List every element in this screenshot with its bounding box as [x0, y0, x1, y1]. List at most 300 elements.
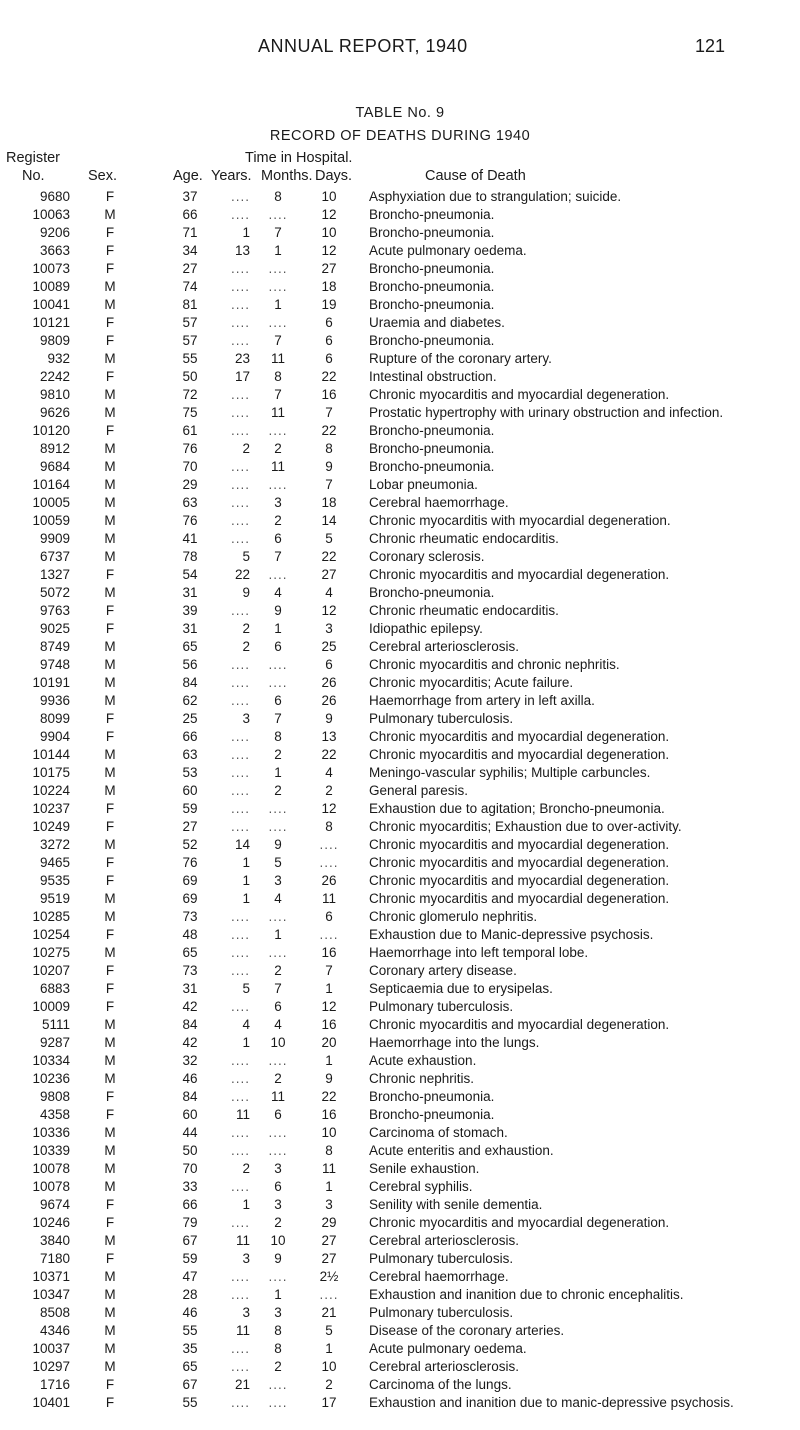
cell-days: 11 [321, 1161, 336, 1176]
cell-months: .... [268, 423, 288, 438]
cell-age: 34 [182, 243, 198, 258]
cell-years: .... [230, 531, 250, 546]
cell-sex: M [104, 513, 116, 528]
cell-age: 84 [182, 1089, 198, 1104]
cell-age: 60 [182, 1107, 198, 1122]
cell-days: 27 [321, 261, 337, 276]
cell-months: 10 [270, 1233, 286, 1248]
cell-sex: M [104, 441, 116, 456]
cell-years: .... [230, 729, 250, 744]
cell-register-no: 10059 [32, 513, 70, 528]
cell-cause: Haemorrhage into the lungs. [369, 1035, 540, 1050]
cell-register-no: 10339 [32, 1143, 70, 1158]
cell-days: 3 [325, 1197, 333, 1212]
cell-days: .... [319, 1287, 339, 1302]
cell-cause: Carcinoma of stomach. [369, 1125, 508, 1140]
cell-age: 65 [182, 639, 198, 654]
table-row [0, 225, 800, 243]
cell-age: 74 [182, 279, 198, 294]
table-row [0, 765, 800, 783]
cell-cause: Pulmonary tuberculosis. [369, 1251, 514, 1266]
cell-months: 3 [274, 1197, 282, 1212]
cell-register-no: 10144 [32, 747, 70, 762]
cell-years: 9 [242, 585, 250, 600]
cell-days: 13 [321, 729, 337, 744]
cell-age: 56 [182, 657, 198, 672]
table-row [0, 837, 800, 855]
cell-cause: Acute pulmonary oedema. [369, 1341, 527, 1356]
cell-age: 65 [182, 1359, 198, 1374]
cell-months: 2 [274, 441, 282, 456]
cell-months: 4 [274, 1017, 282, 1032]
cell-days: 2½ [319, 1269, 339, 1284]
cell-months: 1 [274, 765, 282, 780]
cell-register-no: 9465 [39, 855, 70, 870]
cell-months: .... [268, 909, 288, 924]
cell-days: 16 [321, 1017, 337, 1032]
cell-register-no: 8099 [39, 711, 70, 726]
cell-months: 7 [274, 549, 282, 564]
cell-register-no: 8749 [39, 639, 70, 654]
cell-cause: Rupture of the coronary artery. [369, 351, 552, 366]
cell-cause: Chronic rheumatic endocarditis. [369, 531, 559, 546]
cell-months: .... [268, 1053, 288, 1068]
cell-months: 1 [274, 621, 282, 636]
cell-months: 6 [274, 1107, 282, 1122]
cell-days: 14 [321, 513, 337, 528]
cell-days: 25 [321, 639, 337, 654]
cell-sex: F [105, 1197, 115, 1212]
cell-age: 33 [182, 1179, 198, 1194]
table-row [0, 1215, 800, 1233]
cell-sex: M [104, 549, 116, 564]
cell-years: 2 [242, 1161, 250, 1176]
cell-register-no: 9287 [39, 1035, 70, 1050]
cell-cause: Acute enteritis and exhaustion. [369, 1143, 554, 1158]
cell-months: 11 [270, 351, 285, 366]
cell-age: 28 [182, 1287, 198, 1302]
cell-sex: M [104, 693, 116, 708]
cell-age: 29 [182, 477, 198, 492]
cell-sex: F [105, 315, 115, 330]
table-row [0, 693, 800, 711]
cell-age: 53 [182, 765, 198, 780]
cell-sex: M [104, 657, 116, 672]
cell-days: 6 [325, 909, 333, 924]
cell-cause: Chronic myocarditis; Exhaustion due to over-activity. [369, 819, 682, 834]
cell-age: 27 [182, 261, 198, 276]
cell-sex: M [104, 909, 116, 924]
table-row [0, 621, 800, 639]
table-title: TABLE No. 9 [355, 105, 445, 121]
cell-cause: Chronic myocarditis and myocardial degeneration. [369, 1215, 670, 1230]
cell-register-no: 10041 [32, 297, 70, 312]
cell-months: .... [268, 279, 288, 294]
cell-age: 57 [182, 315, 198, 330]
cell-cause: Cerebral arteriosclerosis. [369, 639, 520, 654]
cell-cause: Intestinal obstruction. [369, 369, 497, 384]
cell-age: 63 [182, 495, 198, 510]
cell-days: 6 [325, 315, 333, 330]
cell-years: .... [230, 765, 250, 780]
cell-register-no: 10037 [32, 1341, 70, 1356]
table-row [0, 747, 800, 765]
cell-years: .... [230, 675, 250, 690]
cell-register-no: 4358 [39, 1107, 70, 1122]
cell-register-no: 3272 [39, 837, 70, 852]
cell-age: 72 [182, 387, 198, 402]
cell-years: .... [230, 693, 250, 708]
cell-months: 7 [274, 387, 282, 402]
cell-days: 26 [321, 873, 337, 888]
cell-days: 7 [325, 963, 333, 978]
cell-years: .... [230, 909, 250, 924]
cell-years: 5 [242, 549, 250, 564]
cell-sex: M [104, 1233, 116, 1248]
cell-months: 11 [270, 1089, 285, 1104]
cell-days: .... [319, 837, 339, 852]
cell-months: 3 [274, 495, 282, 510]
table-row [0, 369, 800, 387]
cell-days: 26 [321, 693, 337, 708]
cell-months: 2 [274, 783, 282, 798]
cell-days: 18 [321, 495, 337, 510]
cell-days: .... [319, 927, 339, 942]
cell-register-no: 10005 [32, 495, 70, 510]
cell-years: 1 [242, 873, 250, 888]
cell-days: 8 [325, 1143, 333, 1158]
cell-cause: Broncho-pneumonia. [369, 441, 495, 456]
cell-days: 18 [321, 279, 337, 294]
cell-register-no: 3663 [39, 243, 70, 258]
cell-cause: Disease of the coronary arteries. [369, 1323, 565, 1338]
cell-years: .... [230, 423, 250, 438]
cell-age: 46 [182, 1305, 198, 1320]
cell-months: 2 [274, 513, 282, 528]
cell-years: .... [230, 1071, 250, 1086]
cell-months: 8 [274, 1323, 282, 1338]
cell-age: 63 [182, 747, 198, 762]
table-row [0, 1017, 800, 1035]
cell-register-no: 6737 [39, 549, 70, 564]
cell-months: .... [268, 945, 288, 960]
cell-cause: Pulmonary tuberculosis. [369, 711, 514, 726]
cell-years: .... [230, 999, 250, 1014]
table-row [0, 927, 800, 945]
cell-cause: Broncho-pneumonia. [369, 333, 495, 348]
cell-cause: Lobar pneumonia. [369, 477, 478, 492]
cell-sex: M [104, 531, 116, 546]
cell-days: 22 [321, 549, 337, 564]
cell-cause: Haemorrhage into left temporal lobe. [369, 945, 589, 960]
cell-age: 31 [182, 981, 198, 996]
cell-register-no: 10175 [32, 765, 70, 780]
table-row [0, 1359, 800, 1377]
cell-days: 19 [321, 297, 337, 312]
cell-age: 71 [182, 225, 198, 240]
cell-years: .... [230, 1089, 250, 1104]
cell-cause: Chronic myocarditis and myocardial degeneration. [369, 837, 670, 852]
table-row [0, 423, 800, 441]
cell-months: 8 [274, 369, 282, 384]
table-row [0, 639, 800, 657]
cell-months: .... [268, 1395, 288, 1410]
cell-register-no: 10237 [32, 801, 70, 816]
cell-days: 2 [325, 783, 333, 798]
cell-days: 7 [325, 405, 333, 420]
table-row [0, 1341, 800, 1359]
cell-register-no: 5111 [41, 1017, 70, 1032]
table-row [0, 657, 800, 675]
cell-cause: Cerebral arteriosclerosis. [369, 1359, 520, 1374]
cell-months: 10 [270, 1035, 286, 1050]
col-cause: Cause of Death [425, 168, 526, 184]
cell-age: 78 [182, 549, 198, 564]
cell-register-no: 9748 [39, 657, 70, 672]
cell-cause: Exhaustion and inanition due to manic-depressive psychosis. [369, 1395, 734, 1410]
cell-years: 14 [234, 837, 250, 852]
cell-register-no: 3840 [39, 1233, 70, 1248]
cell-days: 22 [321, 1089, 337, 1104]
cell-cause: Chronic myocarditis and chronic nephritis. [369, 657, 620, 672]
cell-cause: Chronic myocarditis and myocardial degeneration. [369, 387, 670, 402]
cell-age: 66 [182, 1197, 198, 1212]
cell-days: 4 [325, 585, 333, 600]
cell-cause: Broncho-pneumonia. [369, 207, 495, 222]
cell-age: 31 [182, 585, 198, 600]
table-row [0, 1179, 800, 1197]
table-row [0, 855, 800, 873]
table-row [0, 675, 800, 693]
cell-sex: M [104, 1017, 116, 1032]
cell-years: 11 [235, 1233, 250, 1248]
cell-cause: Chronic myocarditis and myocardial degeneration. [369, 567, 670, 582]
cell-cause: Chronic myocarditis and myocardial degeneration. [369, 729, 670, 744]
cell-register-no: 10336 [32, 1125, 70, 1140]
cell-days: 8 [325, 441, 333, 456]
cell-months: .... [268, 477, 288, 492]
cell-cause: Exhaustion due to Manic-depressive psychosis. [369, 927, 654, 942]
cell-cause: Haemorrhage from artery in left axilla. [369, 693, 595, 708]
cell-months: 5 [274, 855, 282, 870]
cell-years: 2 [242, 639, 250, 654]
cell-years: .... [230, 1341, 250, 1356]
cell-age: 57 [182, 333, 198, 348]
cell-sex: F [105, 225, 115, 240]
cell-months: 2 [274, 1071, 282, 1086]
cell-sex: F [105, 1107, 115, 1122]
cell-sex: F [105, 855, 115, 870]
cell-cause: Exhaustion and inanition due to chronic encephalitis. [369, 1287, 684, 1302]
cell-age: 67 [182, 1233, 198, 1248]
cell-age: 66 [182, 729, 198, 744]
cell-register-no: 7180 [39, 1251, 70, 1266]
cell-register-no: 10334 [32, 1053, 70, 1068]
cell-sex: F [105, 927, 115, 942]
cell-register-no: 10275 [32, 945, 70, 960]
cell-age: 59 [182, 801, 198, 816]
cell-days: 10 [321, 1359, 337, 1374]
cell-days: 1 [325, 1341, 333, 1356]
cell-cause: Chronic rheumatic endocarditis. [369, 603, 559, 618]
cell-cause: Broncho-pneumonia. [369, 459, 495, 474]
cell-age: 84 [182, 1017, 198, 1032]
col-days: Days. [315, 168, 353, 184]
cell-days: 4 [325, 765, 333, 780]
cell-age: 67 [182, 1377, 198, 1392]
cell-days: 22 [321, 423, 337, 438]
cell-days: 1 [325, 1053, 333, 1068]
cell-register-no: 932 [47, 351, 70, 366]
cell-days: 20 [321, 1035, 337, 1050]
table-row [0, 1125, 800, 1143]
cell-days: 22 [321, 369, 337, 384]
cell-register-no: 9763 [39, 603, 70, 618]
cell-sex: F [105, 603, 115, 618]
cell-age: 48 [182, 927, 198, 942]
cell-age: 69 [182, 873, 198, 888]
cell-register-no: 2242 [39, 369, 70, 384]
col-age: Age. [173, 168, 203, 184]
cell-register-no: 9810 [39, 387, 70, 402]
cell-days: 12 [321, 999, 337, 1014]
cell-months: 6 [274, 531, 282, 546]
cell-days: .... [319, 855, 339, 870]
cell-register-no: 10078 [32, 1161, 70, 1176]
cell-days: 10 [321, 189, 337, 204]
table-row [0, 351, 800, 369]
cell-cause: Broncho-pneumonia. [369, 1107, 495, 1122]
cell-sex: M [104, 675, 116, 690]
cell-years: 3 [242, 711, 250, 726]
cell-sex: F [105, 981, 115, 996]
cell-days: 12 [321, 603, 337, 618]
table-row [0, 1233, 800, 1251]
cell-sex: M [104, 1359, 116, 1374]
cell-register-no: 9808 [39, 1089, 70, 1104]
cell-days: 2 [325, 1377, 333, 1392]
cell-cause: Coronary artery disease. [369, 963, 517, 978]
table-row [0, 189, 800, 207]
table-row [0, 1197, 800, 1215]
cell-cause: Prostatic hypertrophy with urinary obstruction and infection. [369, 405, 724, 420]
cell-register-no: 1716 [39, 1377, 70, 1392]
cell-age: 39 [182, 603, 198, 618]
cell-register-no: 9680 [39, 189, 70, 204]
cell-sex: M [104, 405, 116, 420]
cell-days: 8 [325, 819, 333, 834]
table-row [0, 279, 800, 297]
cell-months: .... [268, 801, 288, 816]
cell-months: 9 [274, 603, 282, 618]
cell-cause: Exhaustion due to agitation; Broncho-pneumonia. [369, 801, 665, 816]
table-row [0, 441, 800, 459]
cell-months: 3 [274, 1161, 282, 1176]
cell-register-no: 10401 [32, 1395, 70, 1410]
col-years: Years. [211, 168, 252, 184]
cell-sex: M [104, 783, 116, 798]
cell-age: 62 [182, 693, 198, 708]
cell-sex: F [105, 801, 115, 816]
col-sex: Sex. [88, 168, 118, 184]
cell-days: 10 [321, 225, 337, 240]
cell-years: 11 [235, 1323, 250, 1338]
cell-days: 3 [325, 621, 333, 636]
cell-months: .... [268, 207, 288, 222]
cell-sex: F [105, 369, 115, 384]
cell-cause: Senile exhaustion. [369, 1161, 480, 1176]
cell-age: 75 [182, 405, 198, 420]
table-row [0, 495, 800, 513]
table-row [0, 909, 800, 927]
cell-register-no: 9519 [39, 891, 70, 906]
cell-sex: M [104, 1161, 116, 1176]
table-row [0, 999, 800, 1017]
cell-months: 11 [270, 459, 285, 474]
cell-sex: M [104, 1035, 116, 1050]
cell-sex: M [104, 207, 116, 222]
table-row [0, 891, 800, 909]
cell-sex: F [105, 1089, 115, 1104]
table-row [0, 1377, 800, 1395]
cell-years: 21 [234, 1377, 250, 1392]
cell-age: 37 [182, 189, 198, 204]
cell-age: 73 [182, 963, 198, 978]
table-row [0, 531, 800, 549]
cell-years: 4 [242, 1017, 250, 1032]
cell-years: .... [230, 1125, 250, 1140]
cell-age: 42 [182, 1035, 198, 1050]
cell-months: 7 [274, 981, 282, 996]
cell-days: 12 [321, 207, 337, 222]
cell-months: 3 [274, 873, 282, 888]
cell-years: .... [230, 333, 250, 348]
cell-sex: M [104, 279, 116, 294]
cell-register-no: 4346 [39, 1323, 70, 1338]
cell-cause: Chronic myocarditis; Acute failure. [369, 675, 574, 690]
cell-sex: F [105, 333, 115, 348]
cell-sex: F [105, 711, 115, 726]
table-row [0, 333, 800, 351]
cell-years: .... [230, 459, 250, 474]
cell-age: 42 [182, 999, 198, 1014]
cell-years: .... [230, 387, 250, 402]
cell-days: 29 [321, 1215, 337, 1230]
cell-cause: Chronic myocarditis and myocardial degeneration. [369, 873, 670, 888]
cell-cause: Broncho-pneumonia. [369, 225, 495, 240]
cell-sex: M [104, 459, 116, 474]
cell-days: 6 [325, 333, 333, 348]
cell-register-no: 9206 [39, 225, 70, 240]
cell-months: .... [268, 315, 288, 330]
cell-years: 23 [234, 351, 250, 366]
cell-age: 60 [182, 783, 198, 798]
cell-cause: Uraemia and diabetes. [369, 315, 505, 330]
cell-age: 79 [182, 1215, 198, 1230]
cell-months: .... [268, 567, 288, 582]
cell-years: .... [230, 1215, 250, 1230]
cell-sex: M [104, 297, 116, 312]
cell-days: 5 [325, 531, 333, 546]
cell-cause: Broncho-pneumonia. [369, 1089, 495, 1104]
cell-months: 6 [274, 999, 282, 1014]
cell-cause: Cerebral haemorrhage. [369, 1269, 509, 1284]
cell-cause: Carcinoma of the lungs. [369, 1377, 512, 1392]
cell-age: 76 [182, 513, 198, 528]
cell-years: .... [230, 513, 250, 528]
cell-days: 9 [325, 1071, 333, 1086]
page-header [0, 36, 800, 66]
